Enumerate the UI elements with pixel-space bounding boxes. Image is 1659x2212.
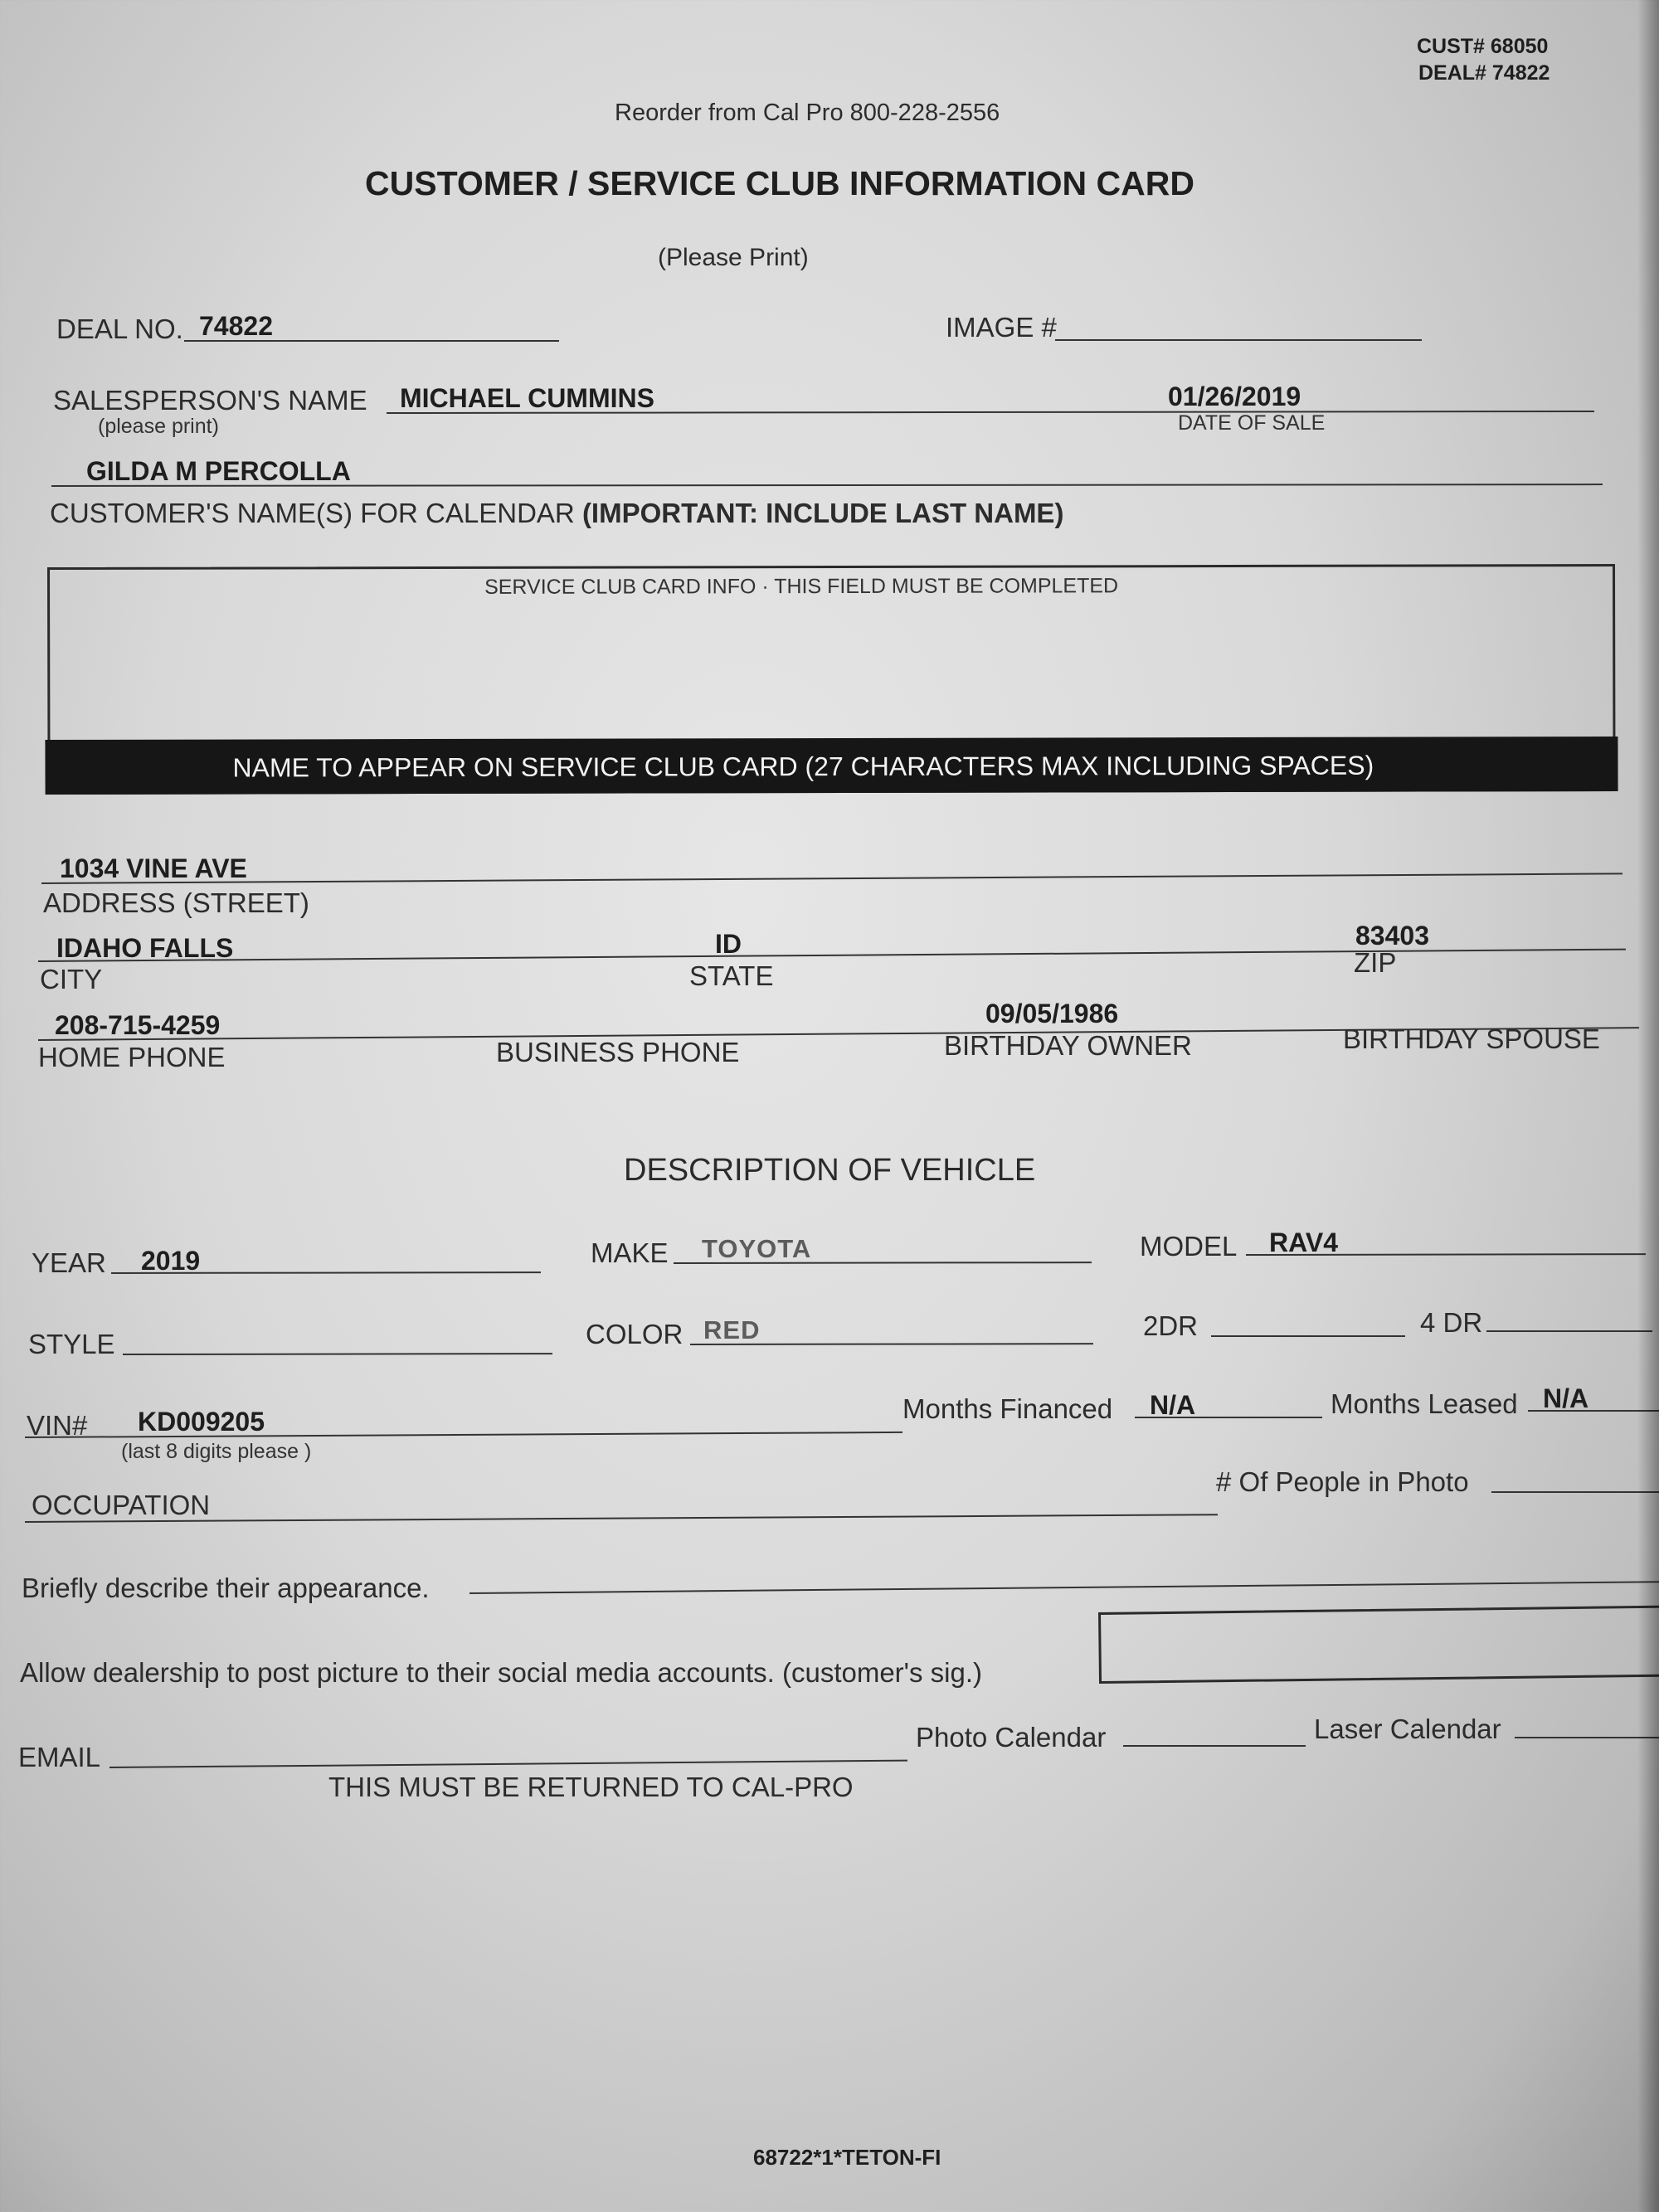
- service-club-name-bar: [45, 737, 1618, 795]
- four-door-line: [1486, 1330, 1652, 1332]
- vin-label: VIN#: [27, 1410, 88, 1441]
- return-note: THIS MUST BE RETURNED TO CAL-PRO: [328, 1772, 854, 1802]
- model-value: RAV4: [1269, 1228, 1338, 1257]
- street-line: [41, 873, 1623, 884]
- street-value: 1034 VINE AVE: [60, 853, 247, 883]
- style-line: [123, 1353, 552, 1355]
- color-value: RED: [703, 1315, 761, 1344]
- email-label: EMAIL: [18, 1742, 101, 1772]
- home-phone-value: 208-715-4259: [55, 1010, 221, 1040]
- image-number-line: [1055, 339, 1422, 341]
- people-in-photo-label: # Of People in Photo: [1216, 1466, 1469, 1497]
- two-door-line: [1211, 1335, 1405, 1337]
- vin-note: (last 8 digits please ): [121, 1440, 312, 1463]
- birthday-spouse-label: BIRTHDAY SPOUSE: [1343, 1023, 1600, 1054]
- months-leased-value: N/A: [1543, 1383, 1589, 1413]
- appearance-label: Briefly describe their appearance.: [22, 1573, 430, 1603]
- customer-name-value: GILDA M PERCOLLA: [86, 456, 351, 486]
- page-edge-shadow: [1637, 0, 1659, 2212]
- four-door-label: 4 DR: [1420, 1307, 1483, 1338]
- email-line: [109, 1760, 907, 1768]
- laser-calendar-label: Laser Calendar: [1314, 1714, 1501, 1744]
- date-of-sale-value: 01/26/2019: [1168, 382, 1301, 411]
- salesperson-value: MICHAEL CUMMINS: [400, 383, 654, 413]
- cust-number: CUST# 68050: [1417, 35, 1549, 58]
- service-club-name-instruction: NAME TO APPEAR ON SERVICE CLUB CARD (27 CHARACTERS MAX INCLUDING SPACES): [232, 750, 1374, 783]
- customer-name-label-text: CUSTOMER'S NAME(S) FOR CALENDAR: [50, 498, 575, 528]
- year-value: 2019: [141, 1246, 201, 1276]
- vehicle-section-title: DESCRIPTION OF VEHICLE: [624, 1153, 1036, 1188]
- color-line: [690, 1343, 1093, 1345]
- city-label: CITY: [40, 964, 103, 994]
- months-financed-value: N/A: [1150, 1390, 1196, 1420]
- months-financed-line: [1135, 1417, 1322, 1418]
- city-value: IDAHO FALLS: [56, 933, 234, 963]
- months-leased-label: Months Leased: [1331, 1388, 1518, 1419]
- months-financed-label: Months Financed: [902, 1393, 1113, 1424]
- two-door-label: 2DR: [1143, 1310, 1199, 1341]
- year-line: [111, 1271, 541, 1274]
- make-label: MAKE: [591, 1237, 669, 1268]
- deal-no-label: DEAL NO.: [56, 314, 183, 344]
- people-in-photo-line: [1491, 1491, 1659, 1493]
- photo-calendar-line: [1123, 1745, 1306, 1747]
- birthday-owner-label: BIRTHDAY OWNER: [944, 1030, 1192, 1061]
- customer-name-label: [50, 498, 1063, 529]
- zip-label: ZIP: [1354, 947, 1397, 978]
- model-line: [1246, 1253, 1646, 1256]
- state-value: ID: [715, 929, 742, 959]
- salesperson-sublabel: (please print): [98, 415, 219, 438]
- business-phone-label: BUSINESS PHONE: [496, 1037, 740, 1067]
- zip-value: 83403: [1355, 921, 1429, 950]
- street-label: ADDRESS (STREET): [43, 887, 309, 918]
- service-club-box: [47, 564, 1616, 795]
- style-label: STYLE: [28, 1329, 115, 1359]
- page-title: CUSTOMER / SERVICE CLUB INFORMATION CARD: [365, 164, 1194, 202]
- social-media-signature-box[interactable]: [1098, 1605, 1659, 1684]
- color-label: COLOR: [586, 1319, 684, 1349]
- deal-number-corner: DEAL# 74822: [1418, 61, 1550, 85]
- model-label: MODEL: [1140, 1231, 1238, 1262]
- occupation-label: OCCUPATION: [32, 1490, 211, 1520]
- service-club-box-header: SERVICE CLUB CARD INFO · THIS FIELD MUST BE COMPLETED: [484, 574, 1119, 599]
- year-label: YEAR: [32, 1247, 106, 1278]
- make-value: TOYOTA: [702, 1234, 812, 1263]
- page-subtitle: (Please Print): [658, 244, 809, 271]
- deal-no-value: 74822: [199, 311, 273, 341]
- social-media-consent-label: Allow dealership to post picture to their social media accounts. (customer's sig.): [20, 1657, 982, 1688]
- date-of-sale-label: DATE OF SALE: [1178, 411, 1326, 435]
- state-label: STATE: [689, 960, 774, 991]
- home-phone-label: HOME PHONE: [38, 1042, 226, 1072]
- image-number-label: IMAGE #: [946, 312, 1057, 343]
- make-line: [674, 1262, 1092, 1264]
- vin-value: KD009205: [138, 1407, 265, 1437]
- deal-no-line: [184, 340, 559, 342]
- form-code: 68722*1*TETON-FI: [753, 2145, 941, 2170]
- salesperson-label: SALESPERSON'S NAME: [53, 385, 367, 416]
- customer-name-important: (IMPORTANT: INCLUDE LAST NAME): [581, 498, 1064, 528]
- reorder-note: Reorder from Cal Pro 800-228-2556: [615, 100, 1000, 126]
- photo-calendar-label: Photo Calendar: [916, 1722, 1107, 1753]
- birthday-owner-value: 09/05/1986: [985, 999, 1119, 1028]
- appearance-line: [469, 1581, 1659, 1594]
